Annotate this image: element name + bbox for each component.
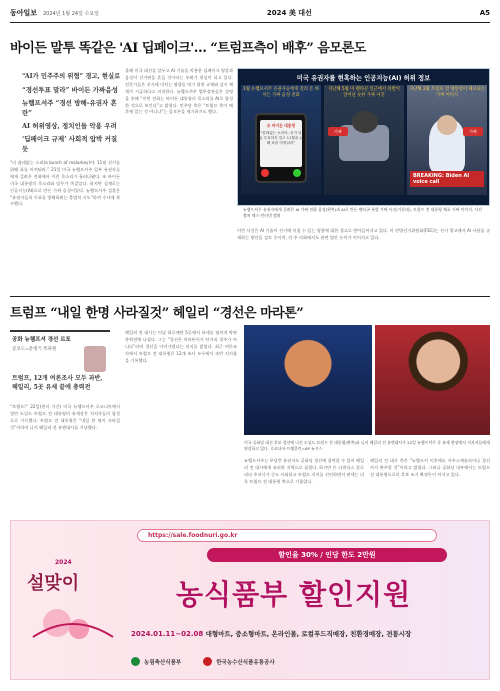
- article2-summary: [12, 374, 108, 392]
- phone-image: [255, 113, 307, 183]
- at-logo-icon: [203, 657, 212, 666]
- ad-url-link[interactable]: https://sale.foodnuri.go.kr: [137, 529, 437, 542]
- phone-buttons: [261, 169, 301, 177]
- ministry-logo-icon: [131, 657, 140, 666]
- fake-badge: 가짜: [328, 127, 348, 136]
- author-name: 콩코드=문병기 특파원: [12, 347, 57, 352]
- author-box-heading: 공화 뉴햄프셔 경선 르포: [12, 337, 71, 343]
- fake-badge: 가짜: [463, 127, 483, 136]
- masthead: [10, 6, 490, 20]
- hangup-icon: [261, 169, 269, 177]
- collage-caption: 뉴햄프셔주 유권자에게 걸려온 AI 가짜 전화 음성(왼쪽)과 AI로 만든 펜타곤 폭발 가짜 사진(가운데), 트럼프 전 대통령 체포 가짜 이미지. 사진 출처 엑스·인터넷 캡처: [243, 207, 482, 218]
- sponsor-at: [203, 657, 274, 666]
- article1-subhead: ‘딥페이크 규제’ 사회적 압박 커질듯: [22, 135, 118, 153]
- article2-headline: 트럼프 “내일 한명 사라질것” 헤일리 “경선은 마라톤”: [10, 306, 304, 321]
- sponsor-ministry-label: 농림축산식품부: [144, 659, 182, 666]
- collage-title: 미국 유권자를 현혹하는 인공지능(AI) 허위 정보: [296, 75, 431, 82]
- sponsor-at-label: 한국농수산식품유통공사: [216, 659, 275, 666]
- article1-subhead: AI 허위영상, 정치인들 악용 우려: [22, 122, 117, 130]
- ad-title: 농식품부 할인지원: [176, 578, 412, 611]
- panel2-caption: 지난해 5월 미 펜타곤 인근에서 폭발이 일어난 듯한 가짜 사진: [328, 87, 400, 98]
- smoke-image: [352, 111, 378, 133]
- article2-body-col1: “트럼프!” 22일(현지 시간) 미국 뉴햄프셔주 로코니아에서 열린 도널드 트럼프 전 대통령의 유세장은 지지자들의 함성으로 가득했다. 트럼프 전 대통령은 “내일 한 명이 사라질 것”이라며 니키 헤일리 전 유엔대사를 겨냥했다.: [10, 404, 120, 430]
- article2-body-col2: 헤일리 전 대사는 이날 하루에만 5곳에서 유세를 펼치며 막판 총력전에 나섰다. 그는 “경선은 마라톤이지 단거리 경주가 아니다”라며 경선을 이어가겠다는 의지를 밝혔다. 최근 여론조사에서 트럼프 전 대통령은 12개 조사 모두에서 과반 지지율을 기록했다.: [125, 330, 237, 363]
- author-avatar: [84, 346, 106, 372]
- section-title: 2024 美 대선: [266, 9, 312, 17]
- sponsor-ministry: [131, 657, 181, 666]
- article1-subhead: “AI가 민주주의 위협” 경고, 현실로: [22, 73, 121, 80]
- article1-body-col3: 이번 사건은 AI 기술이 선거에 미칠 수 있는 영향에 대한 경고로 받아들여지고 있다. 미 연방선거위원회(FEC)는 선거 광고에서 AI 사용을 규제하는 방안을 검토 중이며, 각 주 의회에서도 관련 법안 논의가 이어지고 있다.: [237, 228, 490, 240]
- article2-photo-caption: 미국 공화당 대선 후보 경선에 나선 도널드 트럼프 전 대통령(왼쪽)과 니키 헤일리 전 유엔대사가 22일 뉴햄프셔주 각 유세 현장에서 지지자들에게 연설하고 있다. 로코니아·프랭클린=AP 뉴시스: [244, 440, 490, 451]
- ad-period-places: 대형마트, 중소형마트, 온라인몰, 로컬푸드직매장, 친환경매장, 전통시장: [205, 630, 412, 638]
- ad-period: [131, 629, 411, 638]
- phone-message: “쓸데없는 소리야. 선거 당일 투표하지 말고 11월을 위해 표를 아껴둬라”: [259, 131, 303, 145]
- collage-panel-trump-arrest: [407, 85, 487, 195]
- article1-body-col2: 올해 미국 대선을 앞두고 AI 기술을 악용한 딥페이크 영상과 음성이 선거판을 흔들 것이라는 우려가 현실이 되고 있다. 전문가들은 선거에 미치는 영향을 막기 위한 규제와 감시 체계가 시급하다고 지적한다. 뉴햄프셔주 법무장관실은 성명을 통해 “이번 전화는 바이든 대통령의 목소리를 AI로 합성한 것으로 보인다”고 밝혔다. 민주당 측은 “트럼프 측이 배후에 있는 것 아니냐”는 음모론을 제기하기도 했다.: [125, 68, 233, 115]
- article1-body-col1: “다 쓸데없는 소리(a bunch of malarkey)야. 11월 선거를 위해 표를 아껴둬라.” 21일 미국 뉴햄프셔주 일부 유권자들에게 걸려온 전화에서 이런 목소리가 흘러나왔다. 조 바이든 미국 대통령의 목소리와 말투가 똑같았다. 하지만 실제로는 인공지능(AI)으로 만든 가짜 음성이었다. 뉴햄프셔주 검찰은 “유권자들의 투표를 방해하려는 불법적 시도”라며 수사에 착수했다.: [10, 160, 120, 207]
- article2-body-col4: 헤일리 전 대사 측은 “뉴햄프셔 이후에도 사우스캐롤라이나 경선까지 완주할 것”이라고 밝혔다. 그러나 공화당 내부에서는 트럼프 전 대통령으로의 후보 조기 확정론이 커지고 있다.: [370, 458, 490, 477]
- article1-headline: 바이든 말투 똑같은 'AI 딥페이크'… “트럼프측이 배후” 음모론도: [10, 41, 366, 56]
- article1-subhead: “경선투표 말라” 바이든 가짜음성: [22, 86, 118, 94]
- trump-photo: [244, 325, 372, 435]
- ad-sponsors: [131, 657, 275, 666]
- ad-discount-pill: 할인율 30% / 인당 한도 2만원: [207, 548, 447, 562]
- person-face: [437, 115, 457, 135]
- summary-line: 헤일리, 5곳 유세 끝에 총력전: [12, 384, 91, 391]
- issue-date: 2024년 1월 24일 수요일: [42, 11, 100, 17]
- ai-fake-collage: [237, 68, 490, 206]
- news-banner: BREAKING: Biden AI voice call: [410, 171, 484, 187]
- masthead-left: [10, 8, 99, 18]
- article2-body-col3: 뉴햄프셔주는 무당층 유권자도 공화당 경선에 참여할 수 있어 헤일리 전 대사에게 유리한 지역으로 꼽혔다. 하지만 론 디샌티스 플로리다 주지사가 중도 사퇴하고 트럼프 지지를 선언하면서 판세는 더욱 트럼프 전 대통령 쪽으로 기울었다.: [244, 458, 364, 484]
- ad-period-dates: 2024.01.11~02.08: [131, 630, 204, 638]
- ad-logo-year: 2024: [55, 559, 72, 566]
- collage-panel-pentagon: [324, 85, 404, 195]
- article2-author-box: [10, 330, 110, 395]
- answer-icon: [293, 169, 301, 177]
- article-divider: [10, 296, 490, 297]
- haley-photo: [375, 325, 490, 435]
- collage-panel-fake-call: [241, 85, 321, 195]
- newspaper-brand: 동아일보: [10, 9, 38, 17]
- ad-logo-text: 설맞이: [27, 573, 80, 594]
- article1-subheads: [22, 72, 122, 157]
- advertisement[interactable]: [10, 520, 490, 680]
- phone-caller: 조 바이든 대통령: [266, 123, 296, 128]
- summary-line: 트럼프, 12개 여론조사 모두 과반,: [12, 375, 103, 382]
- panel3-caption: 지난해 2월 트럼프 전 대통령이 체포되는 가짜 이미지: [409, 87, 485, 98]
- panel1-caption: 1월 뉴햄프셔주 유권자들에게 걸려 온 바이든 가짜 음성 전화: [243, 87, 319, 98]
- page-number: A5: [479, 9, 490, 17]
- article1-subhead: 뉴햄프셔주 “경선 방해-유권자 혼란”: [22, 99, 117, 117]
- masthead-rule: [10, 22, 490, 23]
